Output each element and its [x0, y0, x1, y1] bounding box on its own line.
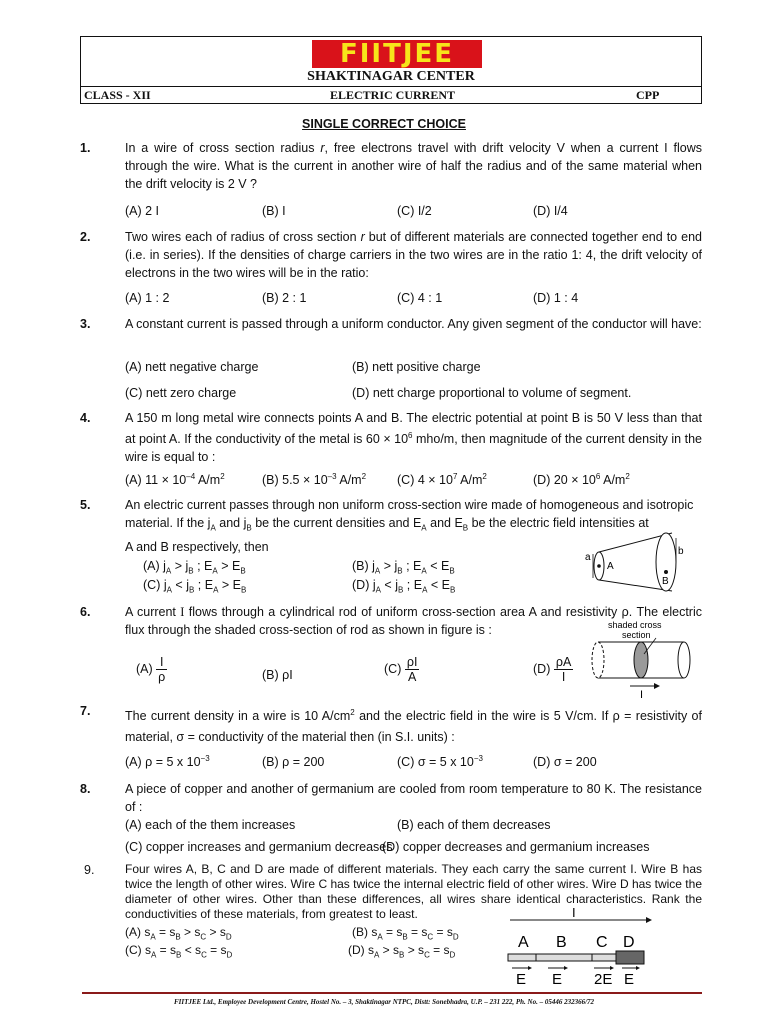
- footer-address: FIITJEE Ltd., Employee Development Centre, Hostel No. – 3, Shaktinagar NTPC, Distt: Sonebhadra, U.P. – 231 222, Ph. No. – 05446 232366/72: [173, 998, 595, 1006]
- option-a: (A) $s_A = s_B > s_C > s_D$: [125, 925, 232, 942]
- section-title: SINGLE CORRECT CHOICE: [302, 117, 466, 131]
- conical-conductor-figure: [580, 528, 690, 596]
- header-divider: [80, 86, 702, 87]
- question-text: A constant current is passed through a uniform conductor. Any given segment of the conductor will have:: [125, 317, 702, 331]
- series-wires-figure: [506, 906, 654, 988]
- label-a: a: [585, 552, 591, 563]
- option-b: (B) $j_A > j_B$ ; $E_A < E_B$: [352, 559, 455, 576]
- option-c: (C) $\frac{\rho I}{A}$: [384, 655, 418, 684]
- wire-label-D: D: [623, 934, 635, 951]
- shaded-label-1: shaded cross: [608, 620, 662, 630]
- question-text: Four wires A, B, C and D are made of different materials. They each carry the same current I. Wire B has twice the length of other wires. Wire C has twice the internal electric field of other wires. Wire D has twice the diameter of other wires. Other than these differences, all wires share identical characteristics. Rank the conductivities of these materials, from greatest to least.: [125, 862, 702, 921]
- class-label: CLASS - XII: [84, 88, 151, 102]
- option-c: (C) copper increases and germanium decreases: [125, 840, 393, 854]
- current-label: I: [640, 689, 644, 700]
- option-b: (B) I: [262, 204, 286, 218]
- question-number: 4.: [80, 411, 91, 425]
- question-text: A 150 m long metal wire connects points A and B. The electric potential at point B is 50 V less than that at point A. If the conductivity of the metal is $60 \times 10^6$ mho/m, then magnitude of the current density in the wire is equal to :: [125, 411, 702, 465]
- code-label: CPP: [636, 88, 660, 102]
- option-d: (D) $\frac{\rho A}{I}$: [533, 655, 572, 684]
- question-text: An electric current passes through non uniform cross-section wire made of homogeneous and isotropic material. If the $j_A$ and $j_B$ be the current densities and $E_A$ and $E_B$ be the electric field intensities at A and B respectively, then: [125, 498, 694, 554]
- label-A: A: [607, 561, 614, 572]
- question-text: A piece of copper and another of germanium are cooled from room temperature to 80 K. The resistance of :: [125, 782, 702, 814]
- option-c: (C) I/2: [397, 204, 432, 218]
- option-a: (A) 1 : 2: [125, 291, 170, 305]
- option-d: (D) $s_A > s_B > s_C = s_D$: [348, 943, 456, 960]
- option-b: (B) $5.5 \times 10^{-3}$ $A/m^2$: [262, 472, 367, 488]
- option-d: (D) $20 \times 10^6$ $A/m^2$: [533, 472, 630, 488]
- question-number: 5.: [80, 498, 91, 512]
- option-b: (B) $s_A = s_B = s_C = s_D$: [352, 925, 459, 942]
- current-label: I: [572, 906, 576, 920]
- wire-label-C: C: [596, 934, 608, 951]
- option-c: (C) $j_A < j_B$ ; $E_A > E_B$: [143, 578, 247, 595]
- question-number: 6.: [80, 605, 91, 619]
- option-c: (C) nett zero charge: [125, 386, 237, 400]
- question-number: 3.: [80, 317, 91, 331]
- option-c: (C) $s_A = s_B < s_C = s_D$: [125, 943, 233, 960]
- option-c: (C) $4 \times 10^7$ $A/m^2$: [397, 472, 487, 488]
- footer-divider: [82, 992, 702, 994]
- wire-label-B: B: [556, 934, 567, 951]
- option-d: (D) I/4: [533, 204, 568, 218]
- option-c: (C) 4 : 1: [397, 291, 443, 305]
- option-a: (A) 2 I: [125, 204, 160, 218]
- option-a: (A) nett negative charge: [125, 360, 259, 374]
- option-a: (A) $\frac{I}{\rho}$: [136, 655, 166, 684]
- question-number: 1.: [80, 141, 91, 155]
- fiitjee-logo: FIITJEE: [312, 40, 482, 68]
- question-number: 8.: [80, 782, 91, 796]
- question-number: 7.: [80, 704, 91, 718]
- option-a: (A) ρ = 5 x $10^{-3}$: [125, 754, 210, 770]
- field-label-C: 2E: [594, 971, 613, 988]
- question-text: In a wire of cross section radius r, free electrons travel with drift velocity V when a current I flows through the wire. What is the current in another wire of half the radius and of the same material when the drift velocity is 2 V ?: [125, 141, 703, 191]
- field-label-A: E: [516, 971, 527, 988]
- option-d: (D) copper decreases and germanium increases: [382, 840, 650, 854]
- option-b: (B) 2 : 1: [262, 291, 307, 305]
- option-a: (A) $j_A > j_B$ ; $E_A > E_B$: [143, 559, 246, 576]
- option-b: (B) ρI: [262, 668, 293, 682]
- label-b: b: [678, 546, 684, 557]
- question-text: A current I flows through a cylindrical rod of uniform cross-section area A and resistivity ρ. The electric flux through the shaded cross-section of rod as shown in figure is :: [125, 605, 702, 637]
- option-d: (D) nett charge proportional to volume of segment.: [352, 386, 632, 400]
- question-text: The current density in a wire is 10 $A/cm^2$ and the electric field in the wire is 5 V/cm. If ρ = resistivity of material, σ = conductivity of the material then (in S.I. units) :: [125, 708, 702, 745]
- center-name: SHAKTINAGAR CENTER: [307, 69, 475, 84]
- option-a: (A) $11 \times 10^{-4}$ $A/m^2$: [125, 472, 225, 488]
- cylindrical-rod-figure: [588, 618, 694, 700]
- option-d: (D) 1 : 4: [533, 291, 579, 305]
- option-a: (A) each of the them increases: [125, 818, 296, 832]
- option-d: (D) σ = 200: [533, 755, 597, 770]
- question-text: Two wires each of radius of cross section r but of different materials are connected together end to end (i.e. in series). If the densities of charge carriers in the two wires are in the ratio 1: 4, the drift velocity of electrons in the two wires will be in the ratio:: [125, 230, 702, 280]
- option-b: (B) ρ = 200: [262, 755, 325, 770]
- question-number: 2.: [80, 230, 91, 244]
- option-b: (B) nett positive charge: [352, 360, 481, 374]
- wire-label-A: A: [518, 934, 529, 951]
- option-b: (B) each of them decreases: [397, 818, 551, 832]
- label-B: B: [662, 576, 669, 587]
- field-label-B: E: [552, 971, 563, 988]
- option-d: (D) $j_A < j_B$ ; $E_A < E_B$: [352, 578, 456, 595]
- question-number: 9.: [84, 863, 95, 877]
- topic-label: ELECTRIC CURRENT: [330, 88, 456, 102]
- shaded-label-2: section: [622, 630, 651, 640]
- field-label-D: E: [624, 971, 635, 988]
- option-c: (C) σ = 5 x $10^{-3}$: [397, 754, 483, 770]
